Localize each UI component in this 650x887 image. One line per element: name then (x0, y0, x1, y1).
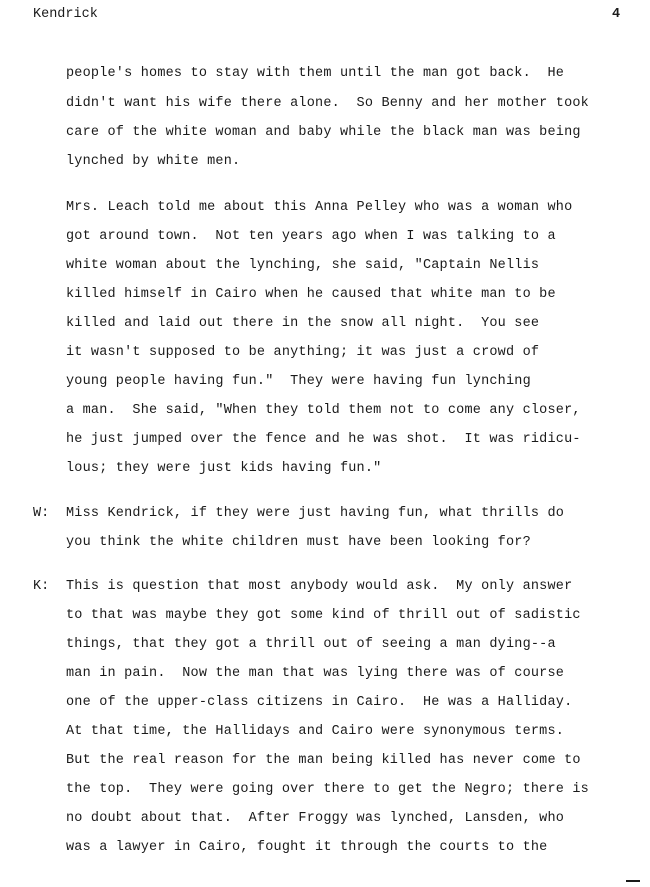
text-line: people's homes to stay with them until the man got back. He (66, 66, 565, 81)
text-line: killed and laid out there in the snow all night. You see (66, 316, 540, 331)
text-line: one of the upper-class citizens in Cairo. He was a Halliday. (66, 695, 573, 710)
page-number: 4 (612, 7, 621, 22)
text-line: killed himself in Cairo when he caused that white man to be (66, 287, 556, 302)
text-line: But the real reason for the man being killed has never come to (66, 753, 581, 768)
header-name: Kendrick (33, 7, 98, 22)
text-line: This is question that most anybody would ask. My only answer (66, 579, 573, 594)
page-edge-mark (626, 880, 640, 882)
text-line: didn't want his wife there alone. So Benny and her mother took (66, 96, 589, 111)
text-line: you think the white children must have been looking for? (66, 535, 531, 550)
text-line: things, that they got a thrill out of seeing a man dying--a (66, 637, 556, 652)
text-line: young people having fun." They were having fun lynching (66, 374, 531, 389)
speaker-label: W: (33, 506, 50, 521)
text-line: lynched by white men. (66, 154, 241, 169)
text-line: white woman about the lynching, she said, "Captain Nellis (66, 258, 540, 273)
text-line: Miss Kendrick, if they were just having fun, what thrills do (66, 506, 565, 521)
text-line: At that time, the Hallidays and Cairo were synonymous terms. (66, 724, 565, 739)
text-line: to that was maybe they got some kind of thrill out of sadistic (66, 608, 581, 623)
text-line: the top. They were going over there to get the Negro; there is (66, 782, 589, 797)
text-line: was a lawyer in Cairo, fought it through the courts to the (66, 840, 548, 855)
text-line: man in pain. Now the man that was lying there was of course (66, 666, 565, 681)
text-line: it wasn't supposed to be anything; it was just a crowd of (66, 345, 540, 360)
text-line: he just jumped over the fence and he was shot. It was ridicu- (66, 432, 581, 447)
text-line: Mrs. Leach told me about this Anna Pelley who was a woman who (66, 200, 573, 215)
text-line: lous; they were just kids having fun." (66, 461, 382, 476)
text-line: care of the white woman and baby while the black man was being (66, 125, 581, 140)
text-line: no doubt about that. After Froggy was lynched, Lansden, who (66, 811, 565, 826)
speaker-label: K: (33, 579, 50, 594)
text-line: a man. She said, "When they told them not to come any closer, (66, 403, 581, 418)
text-line: got around town. Not ten years ago when I was talking to a (66, 229, 556, 244)
